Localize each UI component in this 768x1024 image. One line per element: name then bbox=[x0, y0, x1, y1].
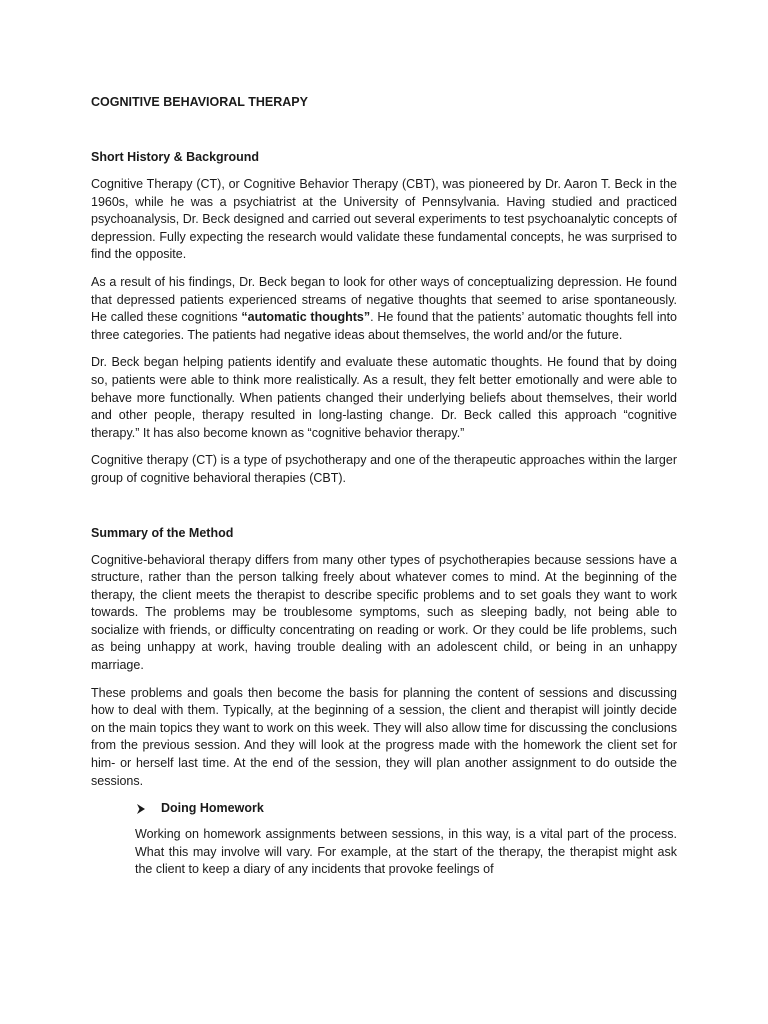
history-paragraph-1: Cognitive Therapy (CT), or Cognitive Behavior Therapy (CBT), was pioneered by Dr. Aaron T. Beck in the 1960s, while he was a psychiatrist at the University of Pennsylvania. Having studied and practiced psychoanalysis, Dr. Beck designed and carried out several experiments to test psychoanalytic concepts of depression. Fully expecting the research would validate these fundamental concepts, he was surprised to find the opposite. bbox=[91, 177, 677, 262]
homework-paragraph-1: Working on homework assignments between sessions, in this way, is a vital part of the process. What this may involve will vary. For example, at the start of the therapy, the therapist might ask the client to keep a diary of any incidents that provoke feelings of bbox=[135, 827, 677, 877]
history-paragraph-2-end: . He found that the patients’ automatic thoughts fell into three categories. The patients had negative ideas about themselves, the world and/or the future. bbox=[91, 310, 678, 342]
history-paragraph-2 bbox=[91, 274, 677, 344]
summary-paragraph-2: These problems and goals then become the basis for planning the content of sessions and discussing how to deal with them. Typically, at the beginning of a session, the client and therapist will jointly decide on the main topics they want to work on this week. They will also allow time for discussing the conclusions from the previous session. And they will look at the progress made with the homework the client set for him- or herself last time. At the end of the session, they will plan another assignment to do outside the sessions. bbox=[91, 685, 677, 788]
automatic-thoughts-term: “automatic thoughts” bbox=[241, 310, 371, 325]
document-title: COGNITIVE BEHAVIORAL THERAPY bbox=[91, 95, 308, 109]
section-spacer bbox=[91, 498, 677, 525]
history-heading: Short History & Background bbox=[91, 150, 260, 164]
history-paragraph-4: Cognitive therapy (CT) is a type of psychotherapy and one of the therapeutic approaches within the larger group of cognitive behavioral therapies (CBT). bbox=[91, 453, 677, 485]
summary-heading: Summary of the Method bbox=[91, 525, 234, 540]
summary-paragraph-1: Cognitive-behavioral therapy differs from many other types of psychotherapies because sessions have a structure, rather than the person talking freely about whatever comes to mind. At the beginning of the therapy, the client meets the therapist to describe specific problems and to set goals they want to work towards. The problems may be troublesome symptoms, such as sleeping badly, not being able to socialize with friends, or difficulty concentrating on reading or work. Or they could be life problems, such as being unhappy at work, having trouble dealing with an adolescent child, or being in an unhappy marriage. bbox=[91, 552, 677, 673]
homework-heading bbox=[135, 800, 677, 817]
document-body bbox=[91, 94, 677, 889]
history-paragraph-2-start: As a result of his findings, Dr. Beck began to look for other ways of conceptualizing depression. He found that depressed patients experienced streams of negative thoughts that seemed to arise spontaneously. He called these cognitions bbox=[91, 274, 677, 325]
arrow-bullet-icon bbox=[135, 803, 147, 815]
history-paragraph-3: Dr. Beck began helping patients identify and evaluate these automatic thoughts. He found that by doing so, patients were able to think more realistically. As a result, they felt better emotionally and were able to behave more functionally. When patients changed their underlying beliefs about themselves, their world and other people, therapy resulted in long-lasting change. Dr. Beck called this approach “cognitive therapy.” It has also become known as “cognitive behavior therapy.” bbox=[91, 355, 677, 440]
homework-heading-label: Doing Homework bbox=[161, 801, 264, 816]
